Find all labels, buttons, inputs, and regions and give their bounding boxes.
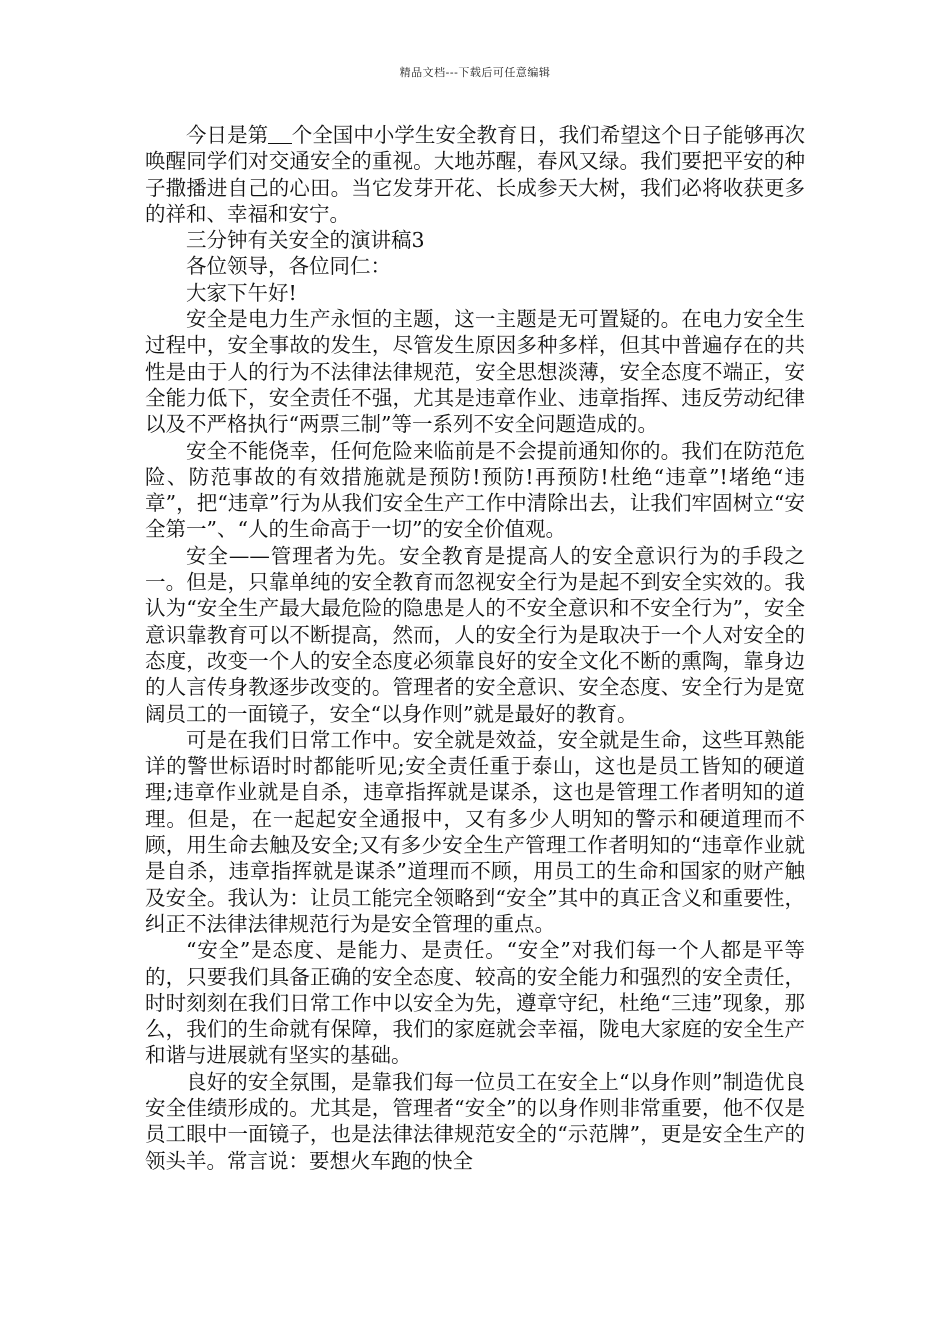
section-title: 三分钟有关安全的演讲稿3 — [186, 228, 425, 253]
paragraph-safety-theme: 安全是电力生产永恒的主题，这一主题是无可置疑的。在电力安全生过程中，安全事故的发生，尽管发生原因多种多样，但其中普遍存在的共性是由于人的行为不法律法律规范，安全思想淡薄，安全态度不端正，安全能力低下，安全责任不强，尤其是违章作业、违章指挥、违反劳动纪律以及不严格执行“两票三制”等一系列不安全问题造成的。 — [145, 307, 805, 437]
fill-in-blank — [268, 123, 292, 145]
salutation: 各位领导，各位同仁： — [186, 254, 391, 279]
greeting: 大家下午好! — [186, 280, 297, 305]
paragraph-daily-work: 可是在我们日常工作中。安全就是效益，安全就是生命，这些耳熟能详的警世标语时时都能听见;安全责任重于泰山，这也是员工皆知的硬道理;违章作业就是自杀，违章指挥就是谋杀，这也是管理工作者明知的道理。但是，在一起起安全通报中，又有多少人明知的警示和硬道理而不顾，用生命去触及安全;又有多少安全生产管理工作者明知的“违章作业就是自杀，违章指挥就是谋杀”道理而不顾，用员工的生命和国家的财产触及安全。我认为：让员工能完全领略到“安全”其中的真正含义和重要性，纠正不法律法律规范行为是安全管理的重点。 — [145, 727, 805, 936]
paragraph-intro-start: 今日是第 — [186, 123, 269, 147]
paragraph-managers-first: 安全——管理者为先。安全教育是提高人的安全意识行为的手段之一。但是，只靠单纯的安全教育而忽视安全行为是起不到安全实效的。我认为“安全生产最大最危险的隐患是人的不安全意识和不安全行为”，安全意识靠教育可以不断提高，然而，人的安全行为是取决于一个人对安全的态度，改变一个人的安全态度必须靠良好的安全文化不断的熏陶，靠身边的人言传身教逐步改变的。管理者的安全意识、安全态度、安全行为是宽阔员工的一面镜子，安全“以身作则”就是最好的教育。 — [145, 543, 805, 726]
paragraph-intro-rest: 个全国中小学生安全教育日，我们希望这个日子能够再次唤醒同学们对交通安全的重视。大地苏醒，春风又绿。我们要把平安的种子撒播进自己的心田。当它发芽开花、长成参天大树，我们必将收获更多的祥和、幸福和安宁。 — [145, 123, 806, 226]
page-header: 精品文档---下载后可任意编辑 — [399, 66, 551, 79]
paragraph-attitude: “安全”是态度、是能力、是责任。“安全”对我们每一个人都是平等的，只要我们具备正确的安全态度、较高的安全能力和强烈的安全责任，时时刻刻在我们日常工作中以安全为先，遵章守纪，杜绝“三违”现象，那么，我们的生命就有保障，我们的家庭就会幸福，陇电大家庭的安全生产和谐与进展就有坚实的基础。 — [145, 938, 805, 1068]
document-body — [145, 122, 805, 1174]
paragraph-no-luck: 安全不能侥幸，任何危险来临前是不会提前通知你的。我们在防范危险、防范事故的有效措施就是预防!预防!再预防!杜绝“违章”!堵绝“违章”，把“违章”行为从我们安全生产工作中清除出去，让我们牢固树立“安全第一”、“人的生命高于一切”的安全价值观。 — [145, 438, 805, 542]
paragraph-intro — [145, 122, 805, 227]
paragraph-atmosphere: 良好的安全氛围，是靠我们每一位员工在安全上“以身作则”制造优良安全佳绩形成的。尤其是，管理者“安全”的以身作则非常重要，他不仅是员工眼中一面镜子，也是法律法律规范安全的“示范牌”，更是安全生产的领头羊。常言说：要想火车跑的快全 — [145, 1069, 805, 1173]
